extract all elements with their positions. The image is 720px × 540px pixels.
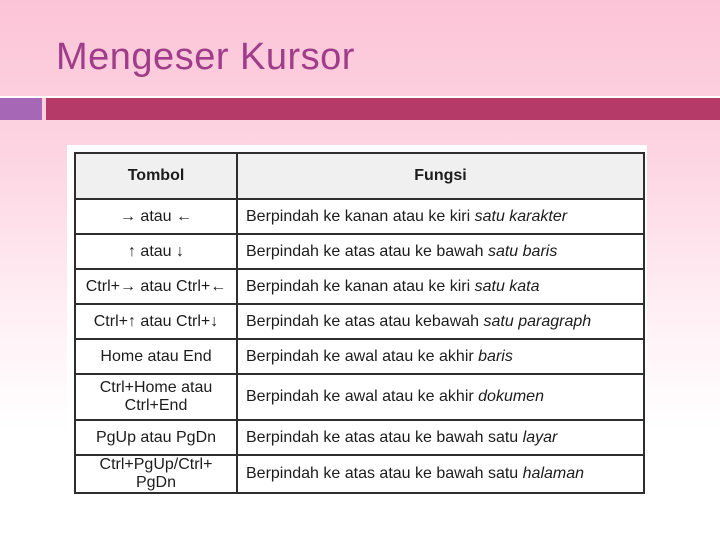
function-emphasis: satu karakter bbox=[474, 207, 568, 225]
function-cell bbox=[237, 455, 644, 493]
table-row bbox=[75, 374, 644, 420]
function-emphasis: baris bbox=[478, 347, 513, 365]
function-text: Berpindah ke atas atau kebawah bbox=[246, 312, 484, 330]
function-cell bbox=[237, 374, 644, 420]
function-cell bbox=[237, 199, 644, 234]
function-cell bbox=[237, 234, 644, 269]
table-row bbox=[75, 269, 644, 304]
slide-title: Mengeser Kursor bbox=[56, 36, 355, 78]
key-cell: Ctrl+→ atau Ctrl+← bbox=[75, 269, 237, 304]
function-emphasis: dokumen bbox=[478, 388, 544, 405]
cursor-keys-table bbox=[74, 152, 645, 494]
key-cell: Ctrl+PgUp/Ctrl+ PgDn bbox=[75, 455, 237, 493]
function-cell bbox=[237, 420, 644, 455]
function-emphasis: satu kata bbox=[474, 277, 540, 295]
key-cell: Home atau End bbox=[75, 339, 237, 374]
header-fungsi: Fungsi bbox=[237, 153, 644, 199]
key-cell: PgUp atau PgDn bbox=[75, 420, 237, 455]
table-row bbox=[75, 304, 644, 339]
function-text: Berpindah ke atas atau ke bawah bbox=[246, 242, 488, 260]
key-cell: → atau ← bbox=[75, 199, 237, 234]
function-cell bbox=[237, 304, 644, 339]
function-cell bbox=[237, 339, 644, 374]
function-emphasis: satu paragraph bbox=[483, 312, 592, 330]
table-header-row bbox=[75, 153, 644, 199]
function-text: Berpindah ke kanan atau ke kiri bbox=[246, 207, 475, 225]
header-tombol: Tombol bbox=[75, 153, 237, 199]
function-text: Berpindah ke awal atau ke akhir bbox=[246, 347, 479, 365]
function-text: Berpindah ke atas atau ke bawah satu bbox=[246, 428, 523, 446]
table-image-frame bbox=[67, 145, 647, 492]
key-cell: ↑ atau ↓ bbox=[75, 234, 237, 269]
accent-bar-right bbox=[46, 98, 720, 120]
table-row bbox=[75, 339, 644, 374]
function-text: Berpindah ke atas atau ke bawah satu bbox=[246, 465, 523, 482]
table-row bbox=[75, 455, 644, 493]
function-emphasis: layar bbox=[522, 428, 558, 446]
function-emphasis: halaman bbox=[522, 465, 585, 482]
table-row bbox=[75, 420, 644, 455]
table-row bbox=[75, 234, 644, 269]
table-row bbox=[75, 199, 644, 234]
function-text: Berpindah ke kanan atau ke kiri bbox=[246, 277, 475, 295]
accent-bar-left bbox=[0, 98, 42, 120]
function-cell bbox=[237, 269, 644, 304]
function-emphasis: satu baris bbox=[487, 242, 558, 260]
key-cell: Ctrl+Home atau Ctrl+End bbox=[75, 374, 237, 420]
key-cell: Ctrl+↑ atau Ctrl+↓ bbox=[75, 304, 237, 339]
function-text: Berpindah ke awal atau ke akhir bbox=[246, 388, 479, 405]
